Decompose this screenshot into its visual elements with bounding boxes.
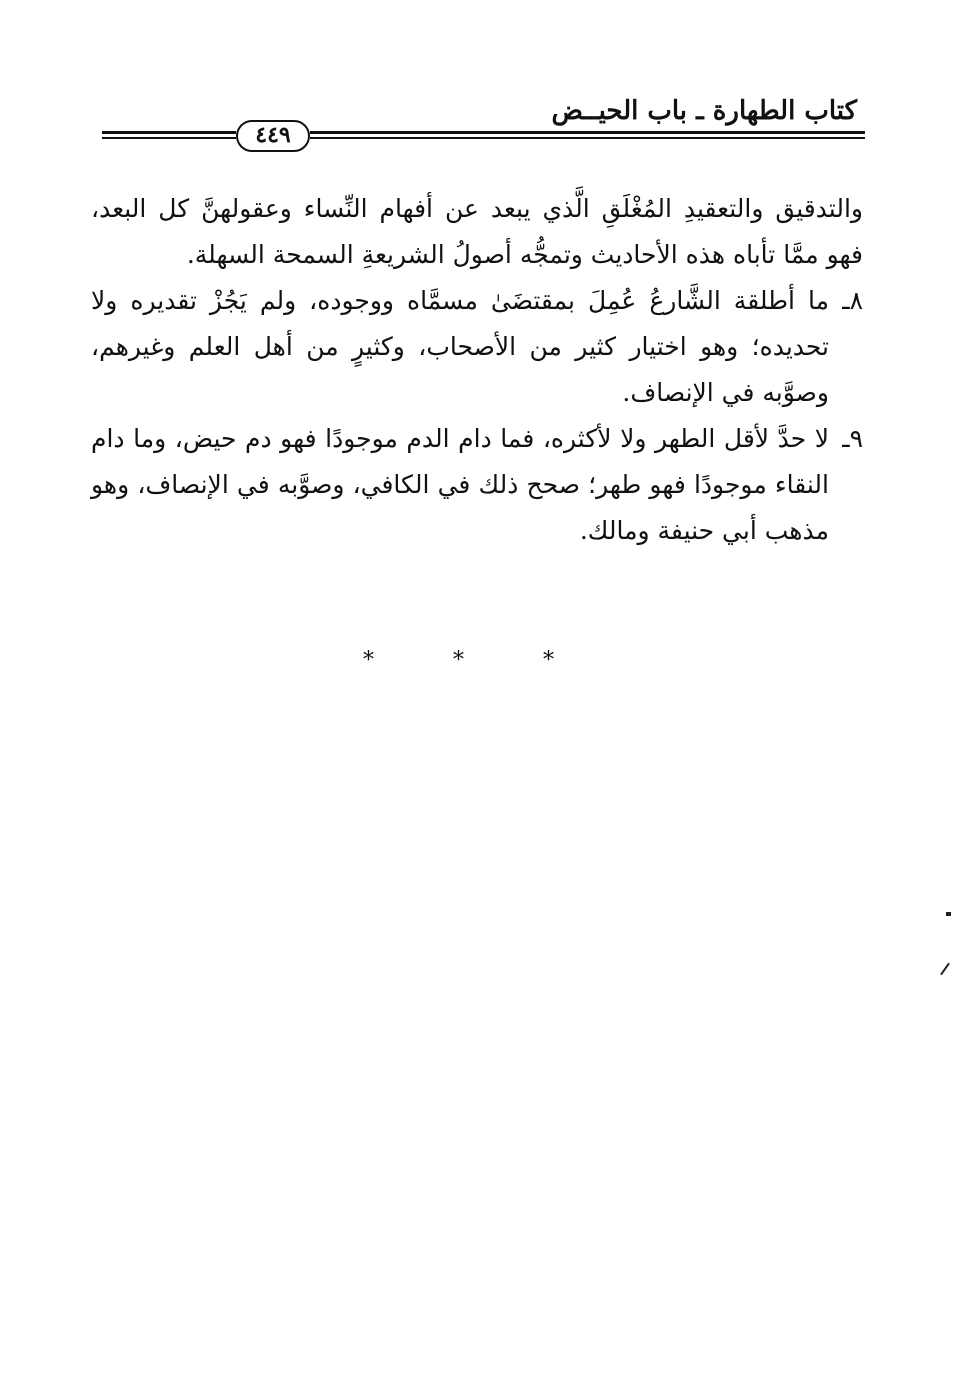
- header-rule-thick-line: [310, 131, 865, 134]
- item-text: لا حدَّ لأقل الطهر ولا لأكثره، فما دام الدم موجودًا فهو دم حيض، وما دام النقاء موجودًا فهو طهر؛ صحح ذلك في الكافي، وصوَّبه في الإنصاف، وهو مذهب أبي حنيفة ومالك.: [91, 424, 829, 545]
- running-header-title: كتاب الطهارة ـ باب الحيــض: [551, 96, 857, 126]
- item-number: ٩ـ: [842, 424, 863, 453]
- section-separator-stars: * * *: [363, 648, 590, 673]
- header-rule-left: [102, 128, 236, 142]
- header-rule-right: [310, 128, 865, 142]
- scan-artifact-mark: [946, 912, 951, 916]
- header-rule-thin-line: [310, 137, 865, 139]
- header-rule-thick-line: [102, 131, 236, 134]
- numbered-item-9: [91, 416, 863, 554]
- body-text: [91, 186, 863, 554]
- scan-artifact-mark: [940, 963, 950, 976]
- page-number-badge: ٤٤٩: [236, 120, 310, 152]
- item-text: ما أطلقة الشَّارعُ عُمِلَ بمقتضَىٰ مسمَّاه ووجوده، ولم يَجُزْ تقديره ولا تحديده؛ وهو اختيار كثير من الأصحاب، وكثيرٍ من أهل العلم وغيرهم، وصوَّبه في الإنصاف.: [91, 286, 829, 407]
- numbered-item-8: [91, 278, 863, 416]
- header-rule-thin-line: [102, 137, 236, 139]
- item-number: ٨ـ: [842, 286, 863, 315]
- intro-paragraph: والتدقيق والتعقيدِ المُغْلَقِ الَّذي يبعد عن أفهام النِّساء وعقولهنَّ كل البعد، فهو ممَّا تأباه هذه الأحاديث وتمجُّه أصولُ الشريعةِ السمحة السهلة.: [91, 194, 863, 269]
